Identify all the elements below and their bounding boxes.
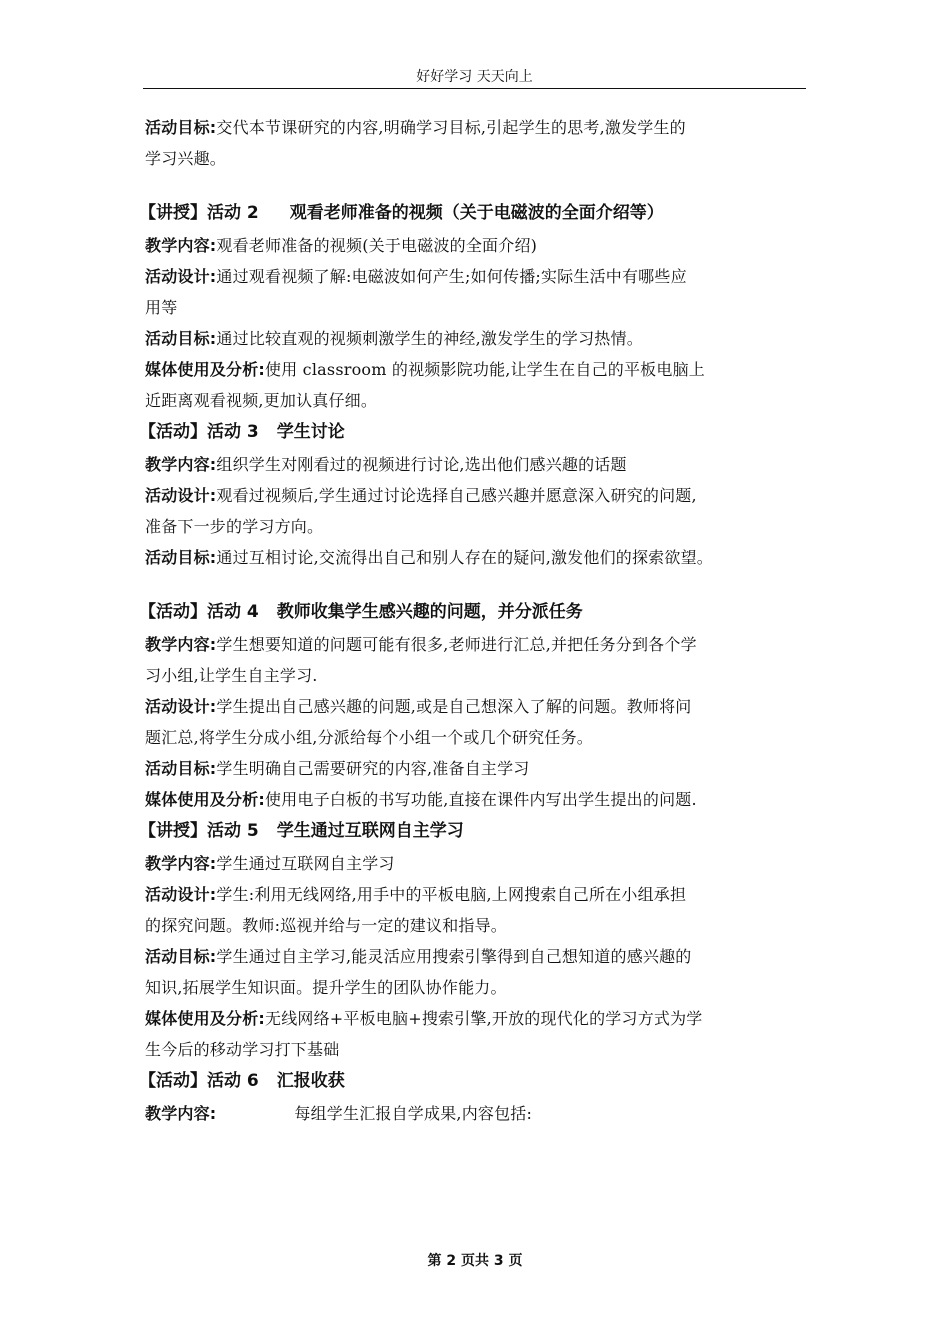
paragraph-line <box>145 1003 825 1034</box>
activity-title: 教师收集学生感兴趣的问题，并分派任务 <box>276 602 583 622</box>
paragraph-line <box>145 143 825 174</box>
paragraph-line <box>145 449 825 480</box>
header-divider <box>143 88 806 89</box>
design-text: 通过观看视频了解:电磁波如何产生;如何传播;实际生活中有哪些应 <box>216 267 687 286</box>
paragraph-line <box>145 480 825 511</box>
media-label: 媒体使用及分析: <box>145 360 265 379</box>
media-text: 使用 classroom 的视频影院功能,让学生在自己的平板电脑上 <box>265 360 705 379</box>
paragraph-line <box>145 230 825 261</box>
media-text: 使用电子白板的书写功能,直接在课件内写出学生提出的问题. <box>265 790 697 809</box>
goal-text: 通过比较直观的视频刺激学生的神经,激发学生的学习热情。 <box>216 329 643 348</box>
paragraph-line <box>145 941 825 972</box>
page-header: 好好学习 天天向上 <box>416 69 533 85</box>
design-text: 学生:利用无线网络,用手中的平板电脑,上网搜索自己所在小组承担 <box>216 885 687 904</box>
paragraph-line <box>145 629 825 660</box>
activity-tag: 【讲授】 <box>139 203 207 223</box>
content-label: 教学内容: <box>145 455 217 474</box>
design-text: 准备下一步的学习方向。 <box>145 517 324 536</box>
activity-number: 活动 6 <box>207 1071 259 1091</box>
content-text: 学生通过互联网自主学习 <box>216 854 395 873</box>
paragraph-line <box>145 660 825 691</box>
media-label: 媒体使用及分析: <box>145 1009 265 1028</box>
paragraph-line <box>145 848 825 879</box>
paragraph-line <box>145 1034 825 1065</box>
media-text: 无线网络+平板电脑+搜索引擎,开放的现代化的学习方式为学 <box>265 1009 703 1028</box>
paragraph-line <box>145 112 825 143</box>
design-label: 活动设计: <box>145 697 217 716</box>
activity-title: 观看老师准备的视频（关于电磁波的全面介绍等） <box>289 203 664 223</box>
goal-text: 通过互相讨论,交流得出自己和别人存在的疑问,激发他们的探索欲望。 <box>216 548 713 567</box>
content-label: 教学内容: <box>145 635 217 654</box>
content-text: 每组学生汇报自学成果,内容包括: <box>294 1104 533 1123</box>
page-footer: 第 2 页共 3 页 <box>427 1253 523 1269</box>
goal-label: 活动目标: <box>145 118 217 137</box>
activity-2-heading <box>139 197 825 230</box>
paragraph-line <box>145 385 825 416</box>
activity-6-heading <box>139 1065 825 1098</box>
paragraph-line <box>145 323 825 354</box>
paragraph-line <box>145 292 825 323</box>
paragraph-line <box>145 691 825 722</box>
content-label: 教学内容: <box>145 854 217 873</box>
goal-label: 活动目标: <box>145 329 217 348</box>
media-text: 近距离观看视频,更加认真仔细。 <box>145 391 378 410</box>
goal-text: 学习兴趣。 <box>145 149 227 168</box>
activity-number: 活动 3 <box>207 422 259 442</box>
design-text: 学生提出自己感兴趣的问题,或是自己想深入了解的问题。教师将问 <box>216 697 692 716</box>
design-text: 用等 <box>145 298 178 317</box>
activity-tag: 【活动】 <box>139 422 207 442</box>
goal-label: 活动目标: <box>145 947 217 966</box>
activity-title: 学生讨论 <box>276 422 345 442</box>
design-label: 活动设计: <box>145 267 217 286</box>
activity-tag: 【讲授】 <box>139 821 207 841</box>
content-label: 教学内容: <box>145 1104 217 1123</box>
activity-number: 活动 2 <box>207 203 259 223</box>
paragraph-line <box>145 1098 825 1129</box>
design-label: 活动设计: <box>145 885 217 904</box>
activity-4-heading <box>139 596 825 629</box>
paragraph-line <box>145 753 825 784</box>
paragraph-line <box>145 722 825 753</box>
document-body <box>139 112 825 1129</box>
design-label: 活动设计: <box>145 486 217 505</box>
goal-text: 学生明确自己需要研究的内容,准备自主学习 <box>216 759 530 778</box>
paragraph-line <box>145 261 825 292</box>
activity-title: 汇报收获 <box>276 1071 345 1091</box>
goal-label: 活动目标: <box>145 759 217 778</box>
paragraph-line <box>145 511 825 542</box>
content-text: 习小组,让学生自主学习. <box>145 666 318 685</box>
content-text: 学生想要知道的问题可能有很多,老师进行汇总,并把任务分到各个学 <box>216 635 697 654</box>
content-label: 教学内容: <box>145 236 217 255</box>
paragraph-line <box>145 879 825 910</box>
goal-label: 活动目标: <box>145 548 217 567</box>
activity-number: 活动 5 <box>207 821 259 841</box>
paragraph-line <box>145 542 825 573</box>
design-text: 观看过视频后,学生通过讨论选择自己感兴趣并愿意深入研究的问题, <box>216 486 697 505</box>
goal-text: 学生通过自主学习,能灵活应用搜索引擎得到自己想知道的感兴趣的 <box>216 947 692 966</box>
media-label: 媒体使用及分析: <box>145 790 265 809</box>
activity-5-heading <box>139 815 825 848</box>
design-text: 的探究问题。教师:巡视并给与一定的建议和指导。 <box>145 916 507 935</box>
content-text: 组织学生对刚看过的视频进行讨论,选出他们感兴趣的话题 <box>216 455 627 474</box>
goal-text: 交代本节课研究的内容,明确学习目标,引起学生的思考,激发学生的 <box>216 118 686 137</box>
activity-3-heading <box>139 416 825 449</box>
activity-tag: 【活动】 <box>139 1071 207 1091</box>
activity-title: 学生通过互联网自主学习 <box>276 821 464 841</box>
activity-tag: 【活动】 <box>139 602 207 622</box>
content-text: 观看老师准备的视频(关于电磁波的全面介绍) <box>216 236 538 255</box>
design-text: 题汇总,将学生分成小组,分派给每个小组一个或几个研究任务。 <box>145 728 593 747</box>
paragraph-line <box>145 910 825 941</box>
media-text: 生今后的移动学习打下基础 <box>145 1040 340 1059</box>
activity-number: 活动 4 <box>207 602 259 622</box>
goal-text: 知识,拓展学生知识面。提升学生的团队协作能力。 <box>145 978 507 997</box>
paragraph-line <box>145 354 825 385</box>
paragraph-line <box>145 972 825 1003</box>
paragraph-line <box>145 784 825 815</box>
